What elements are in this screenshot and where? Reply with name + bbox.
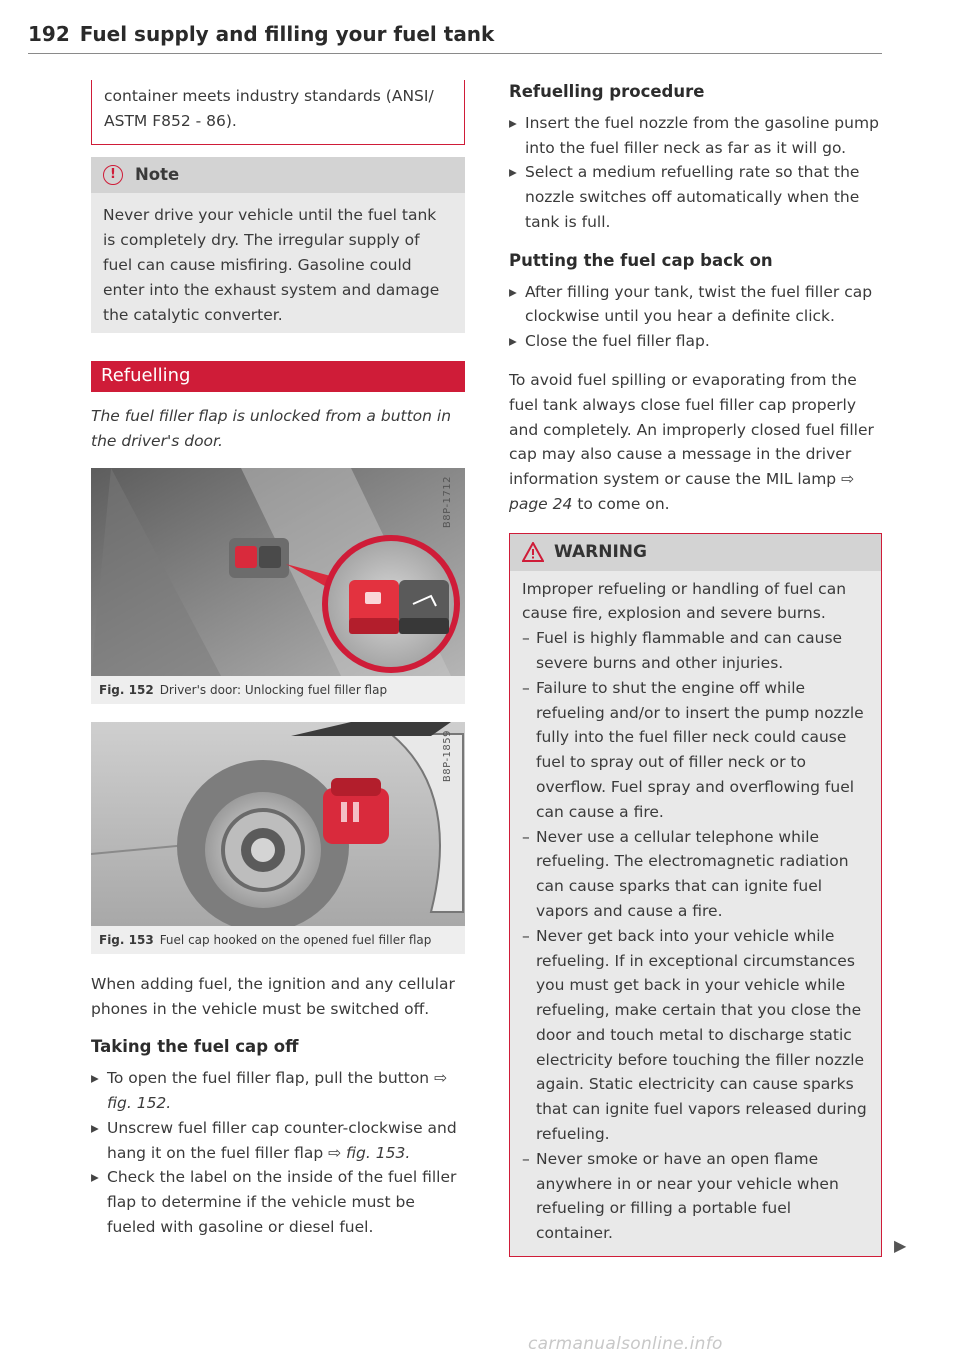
list-item: – Fuel is highly flammable and can cause severe burns and other injuries. bbox=[522, 626, 869, 676]
list-item bbox=[91, 1165, 465, 1239]
list-item: – Never get back into your vehicle while refueling. If in exceptional circumstances you must get back in your vehicle while refueling, make certain that you close the door and touch metal to discharge static electricity before touching the filler nozzle again. Static electricity can cause sparks that can ignite fuel vapors released during refueling. bbox=[522, 924, 869, 1147]
page-number: 192 bbox=[28, 22, 70, 46]
list-item: – Failure to shut the engine off while refueling and/or to insert the pump nozzle fully into the fuel filler neck could cause fuel to spray out of filler neck or to overflow. Fuel spray and overflowing fuel can cause a fire. bbox=[522, 676, 869, 825]
warning-triangle-icon bbox=[522, 542, 544, 562]
page-header bbox=[28, 22, 494, 46]
note-title: Note bbox=[135, 164, 180, 184]
figure-code: B8P-1859 bbox=[442, 729, 454, 782]
figure-reference[interactable]: ⇨ fig. 152. bbox=[107, 1069, 448, 1112]
continued-box bbox=[91, 80, 465, 145]
list-item bbox=[91, 1116, 465, 1166]
warning-box bbox=[509, 533, 882, 1257]
warning-header bbox=[510, 534, 881, 571]
figure-caption bbox=[91, 926, 465, 954]
figure-153 bbox=[91, 722, 465, 954]
paragraph-text: To avoid fuel spilling or evaporating from the fuel tank always close fuel filler cap properly and completely. An improperly closed fuel filler cap may also cause a message in the driver information system or cause the MIL lamp bbox=[509, 370, 874, 489]
figure-label: Fig. 153 bbox=[99, 932, 154, 947]
switch-off-paragraph: When adding fuel, the ignition and any cellular phones in the vehicle must be switched off. bbox=[91, 974, 455, 1018]
left-column bbox=[91, 80, 465, 1240]
procedure-steps bbox=[509, 111, 882, 235]
driver-door-illustration bbox=[91, 468, 465, 676]
list-item: ▸ After filling your tank, twist the fuel filler cap clockwise until you hear a definite click. bbox=[509, 280, 882, 330]
page-reference[interactable]: ⇨ page 24 bbox=[509, 470, 855, 513]
continued-box-text: container meets industry standards (ANSI/ ASTM F852 - 86). bbox=[104, 87, 434, 130]
step-text: Unscrew fuel filler cap counter-clockwise and hang it on the fuel filler flap bbox=[107, 1118, 457, 1162]
list-item: ▸ Close the fuel filler flap. bbox=[509, 329, 882, 354]
list-item: – Never use a cellular telephone while refueling. The electromagnetic radiation can cause sparks that can ignite fuel vapors and cause a fire. bbox=[522, 825, 869, 924]
figure-code: B8P-1712 bbox=[442, 475, 454, 528]
section-intro: The fuel filler flap is unlocked from a button in the driver's door. bbox=[91, 407, 452, 450]
list-item bbox=[91, 1066, 465, 1116]
figure-caption bbox=[91, 676, 465, 704]
taking-cap-off-steps bbox=[91, 1066, 465, 1240]
continue-arrow-icon: ▶ bbox=[894, 1236, 907, 1255]
figure-reference[interactable]: ⇨ fig. 153. bbox=[328, 1143, 411, 1162]
list-item: ▸ Select a medium refuelling rate so that the nozzle switches off automatically when the tank is full. bbox=[509, 160, 882, 234]
caution-circle-icon: ! bbox=[103, 165, 123, 185]
right-column bbox=[509, 80, 882, 1257]
cap-back-heading: Putting the fuel cap back on bbox=[509, 250, 773, 270]
header-rule bbox=[28, 53, 882, 54]
figure-caption-text: Fuel cap hooked on the opened fuel filler flap bbox=[159, 932, 432, 947]
figure-152 bbox=[91, 468, 465, 704]
note-header bbox=[91, 157, 465, 194]
warning-list bbox=[522, 626, 869, 1246]
chapter-title: Fuel supply and filling your fuel tank bbox=[79, 22, 495, 46]
procedure-heading: Refuelling procedure bbox=[509, 82, 705, 101]
figure-label: Fig. 152 bbox=[99, 682, 154, 697]
step-text: To open the fuel filler flap, pull the button bbox=[107, 1069, 430, 1088]
warning-intro: Improper refueling or handling of fuel can cause fire, explosion and severe burns. bbox=[522, 579, 847, 623]
avoid-spilling-paragraph bbox=[509, 368, 882, 517]
cap-back-steps bbox=[509, 280, 882, 354]
figure-caption-text: Driver's door: Unlocking fuel filler flap bbox=[159, 682, 388, 697]
fuel-cap-illustration bbox=[91, 722, 465, 926]
warning-title: WARNING bbox=[554, 541, 647, 562]
list-item: – Never smoke or have an open flame anywhere in or near your vehicle when refueling or filling a portable fuel container. bbox=[522, 1147, 869, 1246]
section-title: Refuelling bbox=[91, 361, 465, 392]
note-box bbox=[91, 157, 465, 334]
step-text: Check the label on the inside of the fuel filler flap to determine if the vehicle must be fueled with gasoline or diesel fuel. bbox=[107, 1168, 457, 1236]
watermark: carmanualsonline.info bbox=[528, 1334, 723, 1354]
note-text: Never drive your vehicle until the fuel tank is completely dry. The irregular supply of fuel can cause misfiring. Gasoline could enter into the exhaust system and damage the catalytic converter. bbox=[103, 206, 440, 324]
list-item: ▸ Insert the fuel nozzle from the gasoline pump into the fuel filler neck as far as it will go. bbox=[509, 111, 882, 161]
paragraph-text-end: to come on. bbox=[577, 494, 670, 513]
taking-cap-off-heading: Taking the fuel cap off bbox=[91, 1037, 299, 1057]
